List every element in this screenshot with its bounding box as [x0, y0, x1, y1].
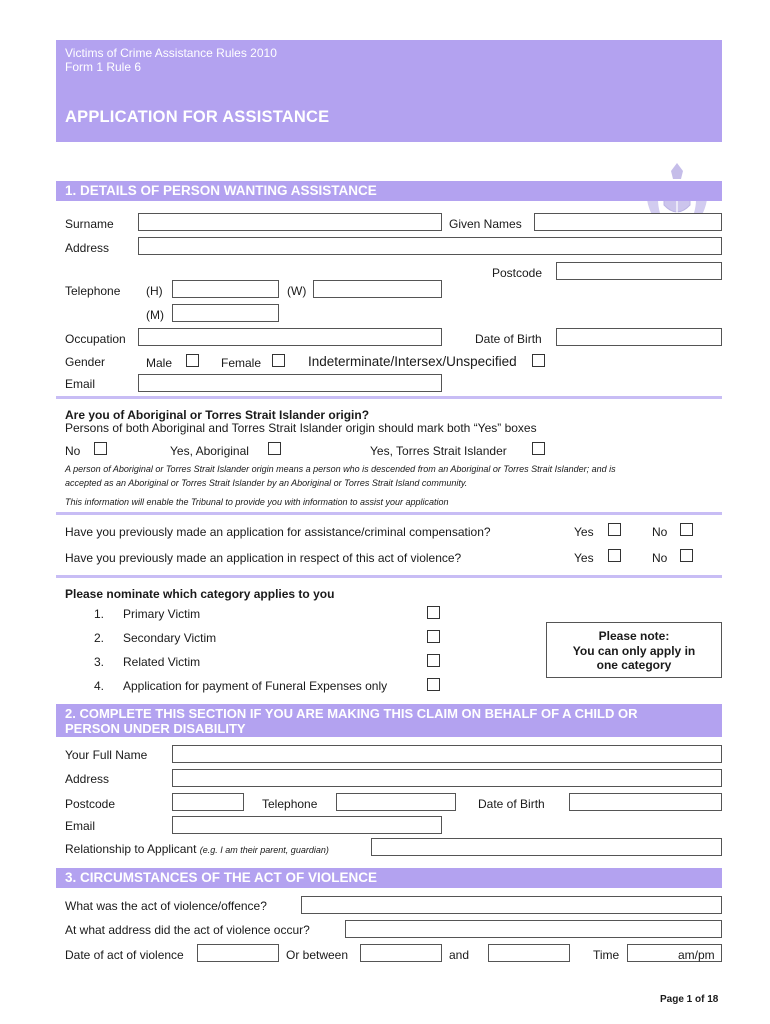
previous-violence-no-label: No: [652, 551, 668, 565]
surname-label: Surname: [65, 217, 114, 231]
relationship-label: [65, 842, 329, 856]
relationship-label-text: Relationship to Applicant: [65, 842, 197, 856]
occupation-label: Occupation: [65, 332, 126, 346]
representative-dob-field[interactable]: [569, 793, 722, 811]
between-end-date-field[interactable]: [488, 944, 570, 962]
postcode-label: Postcode: [492, 266, 543, 280]
or-between-label: Or between: [286, 948, 349, 962]
note-line: Please note:: [598, 629, 670, 643]
category-number: 1.: [94, 607, 105, 621]
yes-aboriginal-checkbox[interactable]: [268, 442, 281, 455]
previous-violence-question: Have you previously made an application in respect of this act of violence?: [65, 551, 462, 565]
category-number: 3.: [94, 655, 105, 669]
full-name-field[interactable]: [172, 745, 722, 763]
definition-text-1: A person of Aboriginal or Torres Strait Islander origin means a person who is descended from an Aboriginal or Torres Strait Islander; and is: [65, 464, 616, 474]
note-line: one category: [596, 658, 672, 672]
previous-violence-yes-label: Yes: [574, 551, 594, 565]
date-of-birth-label: Date of Birth: [475, 332, 542, 346]
indeterminate-label: Indeterminate/Intersex/Unspecified: [308, 354, 517, 369]
representative-telephone-field[interactable]: [336, 793, 456, 811]
between-start-date-field[interactable]: [360, 944, 442, 962]
gender-label: Gender: [65, 355, 106, 369]
category-number: 4.: [94, 679, 105, 693]
violence-address-field[interactable]: [345, 920, 722, 938]
page-title: APPLICATION FOR ASSISTANCE: [65, 108, 330, 126]
section-2-title-line: 2. COMPLETE THIS SECTION IF YOU ARE MAKING THIS CLAIM ON BEHALF OF A CHILD OR: [65, 706, 638, 721]
yes-torres-strait-checkbox[interactable]: [532, 442, 545, 455]
divider: [56, 575, 722, 578]
violence-date-label: Date of act of violence: [65, 948, 184, 962]
aboriginal-note: Persons of both Aboriginal and Torres Strait Islander origin should mark both “Yes” boxes: [65, 421, 537, 435]
full-name-label: Your Full Name: [65, 748, 148, 762]
time-label: Time: [593, 948, 620, 962]
given-names-label: Given Names: [449, 217, 522, 231]
category-primary-victim-label: Primary Victim: [123, 607, 201, 621]
email-label: Email: [65, 377, 96, 391]
section-2-header: [56, 704, 722, 737]
previous-application-no-label: No: [652, 525, 668, 539]
address-field[interactable]: [138, 237, 722, 255]
am-pm-label: am/pm: [678, 948, 715, 962]
information-note: This information will enable the Tribunal to provide you with information to assist your application: [65, 497, 449, 507]
representative-address-field[interactable]: [172, 769, 722, 787]
and-label: and: [449, 948, 470, 962]
previous-application-no-checkbox[interactable]: [680, 523, 693, 536]
relationship-hint: (e.g. I am their parent, guardian): [199, 845, 329, 855]
category-secondary-victim-label: Secondary Victim: [123, 631, 217, 645]
male-checkbox[interactable]: [186, 354, 199, 367]
section-2-title-line: PERSON UNDER DISABILITY: [65, 721, 246, 736]
telephone-label: Telephone: [65, 284, 121, 298]
section-3-header: 3. CIRCUMSTANCES OF THE ACT OF VIOLENCE: [56, 868, 722, 888]
category-related-victim-label: Related Victim: [123, 655, 201, 669]
telephone-mobile-field[interactable]: [172, 304, 279, 322]
female-label: Female: [221, 356, 262, 370]
previous-violence-no-checkbox[interactable]: [680, 549, 693, 562]
representative-address-label: Address: [65, 772, 110, 786]
representative-postcode-label: Postcode: [65, 797, 116, 811]
category-funeral-expenses-label: Application for payment of Funeral Expenses only: [123, 679, 388, 693]
representative-email-field[interactable]: [172, 816, 442, 834]
violence-date-field[interactable]: [197, 944, 279, 962]
category-secondary-victim-checkbox[interactable]: [427, 630, 440, 643]
telephone-work-label: (W): [287, 284, 307, 298]
yes-aboriginal-label: Yes, Aboriginal: [170, 444, 249, 458]
category-funeral-expenses-checkbox[interactable]: [427, 678, 440, 691]
male-label: Male: [146, 356, 173, 370]
divider: [56, 512, 722, 515]
form-reference: Form 1 Rule 6: [65, 60, 142, 74]
surname-field[interactable]: [138, 213, 442, 231]
definition-text-2: accepted as an Aboriginal or Torres Strait Islander by an Aboriginal or Torres Strait Island community.: [65, 478, 468, 488]
category-heading: Please nominate which category applies to you: [65, 587, 335, 601]
email-field[interactable]: [138, 374, 442, 392]
previous-application-yes-checkbox[interactable]: [608, 523, 621, 536]
no-aboriginal-label: No: [65, 444, 81, 458]
previous-application-yes-label: Yes: [574, 525, 594, 539]
rules-reference: Victims of Crime Assistance Rules 2010: [65, 46, 277, 60]
previous-violence-yes-checkbox[interactable]: [608, 549, 621, 562]
category-primary-victim-checkbox[interactable]: [427, 606, 440, 619]
representative-email-label: Email: [65, 819, 96, 833]
telephone-home-label: (H): [146, 284, 163, 298]
act-of-violence-field[interactable]: [301, 896, 722, 914]
indeterminate-checkbox[interactable]: [532, 354, 545, 367]
violence-address-label: At what address did the act of violence occur?: [65, 923, 310, 937]
no-aboriginal-checkbox[interactable]: [94, 442, 107, 455]
previous-application-question: Have you previously made an application for assistance/criminal compensation?: [65, 525, 491, 539]
given-names-field[interactable]: [534, 213, 722, 231]
divider: [56, 396, 722, 399]
telephone-work-field[interactable]: [313, 280, 442, 298]
female-checkbox[interactable]: [272, 354, 285, 367]
note-line: You can only apply in: [572, 643, 696, 658]
telephone-mobile-label: (M): [146, 308, 164, 322]
representative-dob-label: Date of Birth: [478, 797, 545, 811]
occupation-field[interactable]: [138, 328, 442, 346]
category-related-victim-checkbox[interactable]: [427, 654, 440, 667]
relationship-field[interactable]: [371, 838, 722, 856]
please-note-box: [546, 622, 722, 678]
section-1-header: 1. DETAILS OF PERSON WANTING ASSISTANCE: [56, 181, 722, 201]
telephone-home-field[interactable]: [172, 280, 279, 298]
address-label: Address: [65, 241, 110, 255]
page-number: Page 1 of 18: [660, 994, 719, 1005]
representative-postcode-field[interactable]: [172, 793, 244, 811]
date-of-birth-field[interactable]: [556, 328, 722, 346]
representative-telephone-label: Telephone: [262, 797, 318, 811]
category-number: 2.: [94, 631, 105, 645]
act-of-violence-label: What was the act of violence/offence?: [65, 899, 267, 913]
yes-torres-strait-label: Yes, Torres Strait Islander: [370, 444, 507, 458]
aboriginal-question: Are you of Aboriginal or Torres Strait Islander origin?: [65, 408, 370, 422]
postcode-field[interactable]: [556, 262, 722, 280]
